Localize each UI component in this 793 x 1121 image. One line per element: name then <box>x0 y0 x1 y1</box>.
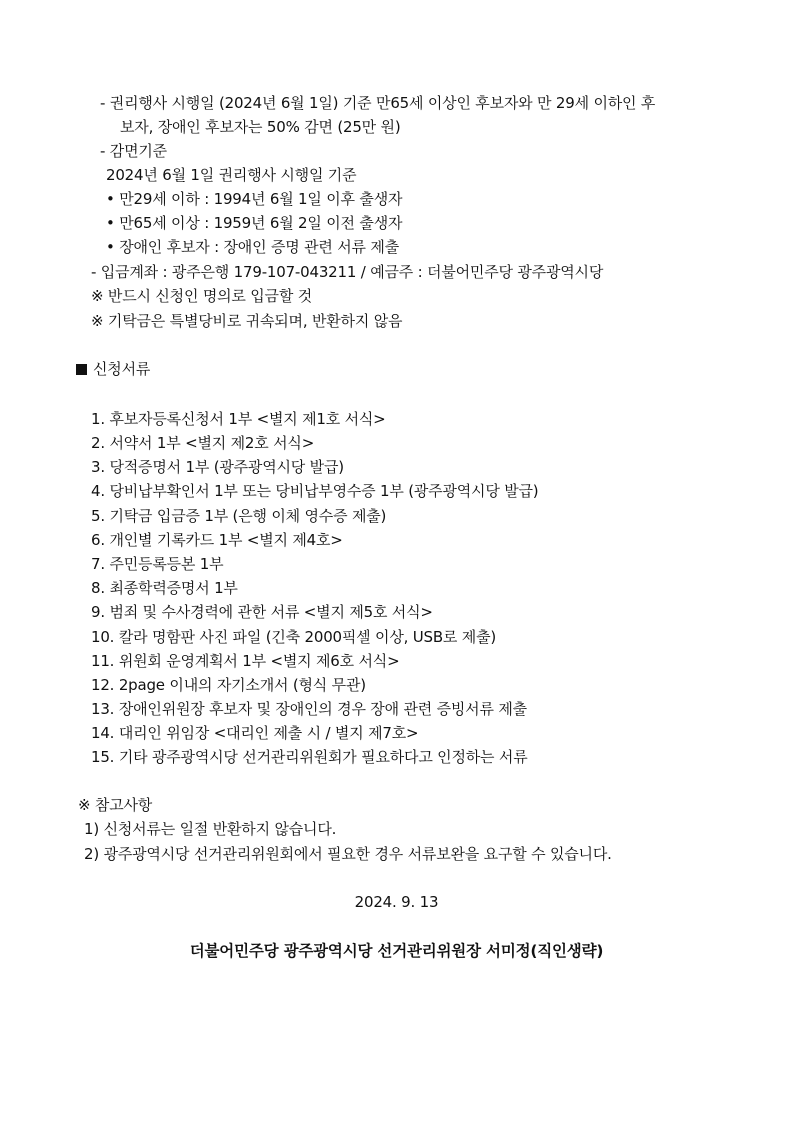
document-item: 2. 서약서 1부 <별지 제2호 서식> <box>91 434 315 452</box>
deposit-account: - 입금계좌 : 광주은행 179-107-043211 / 예금주 : 더불어민주당 광주광역시당 <box>91 263 604 281</box>
criteria-item: • 장애인 후보자 : 장애인 증명 관련 서류 제출 <box>106 238 399 256</box>
reduction-line-2: 보자, 장애인 후보자는 50% 감면 (25만 원) <box>120 118 401 136</box>
document-item: 8. 최종학력증명서 1부 <box>91 579 238 597</box>
reference-heading: ※ 참고사항 <box>78 796 153 814</box>
document-item: 13. 장애인위원장 후보자 및 장애인의 경우 장애 관련 증빙서류 제출 <box>91 700 527 718</box>
criteria-title: - 감면기준 <box>100 142 167 160</box>
document-item: 11. 위원회 운영계획서 1부 <별지 제6호 서식> <box>91 652 400 670</box>
document-item: 5. 기탁금 입금증 1부 (은행 이체 영수증 제출) <box>91 507 387 525</box>
reference-item: 1) 신청서류는 일절 반환하지 않습니다. <box>84 820 337 838</box>
signature-line: 더불어민주당 광주광역시당 선거관리위원장 서미정(직인생략) <box>189 942 604 960</box>
square-bullet-icon <box>76 364 87 375</box>
document-item: 9. 범죄 및 수사경력에 관한 서류 <별지 제5호 서식> <box>91 603 433 621</box>
note-item: ※ 기탁금은 특별당비로 귀속되며, 반환하지 않음 <box>91 312 403 330</box>
reference-item: 2) 광주광역시당 선거관리위원회에서 필요한 경우 서류보완을 요구할 수 있습니다. <box>84 845 612 863</box>
document-item: 10. 칼라 명함판 사진 파일 (긴축 2000픽셀 이상, USB로 제출) <box>91 628 497 646</box>
document-item: 12. 2page 이내의 자기소개서 (형식 무관) <box>91 676 366 694</box>
document-item: 14. 대리인 위임장 <대리인 제출 시 / 별지 제7호> <box>91 724 419 742</box>
issue-date: 2024. 9. 13 <box>354 893 439 911</box>
document-item: 15. 기타 광주광역시당 선거관리위원회가 필요하다고 인정하는 서류 <box>91 748 528 766</box>
criteria-item: • 만65세 이상 : 1959년 6월 2일 이전 출생자 <box>106 214 403 232</box>
document-item: 4. 당비납부확인서 1부 또는 당비납부영수증 1부 (광주광역시당 발급) <box>91 482 539 500</box>
documents-heading <box>76 358 150 380</box>
criteria-base: 2024년 6월 1일 권리행사 시행일 기준 <box>106 166 357 184</box>
document-item: 6. 개인별 기록카드 1부 <별지 제4호> <box>91 531 343 549</box>
documents-heading-text: 신청서류 <box>93 360 151 378</box>
reduction-line-1: - 권리행사 시행일 (2024년 6월 1일) 기준 만65세 이상인 후보자와 만 29세 이하인 후 <box>100 94 656 112</box>
note-item: ※ 반드시 신청인 명의로 입금할 것 <box>91 287 312 305</box>
document-item: 7. 주민등록등본 1부 <box>91 555 224 573</box>
document-item: 3. 당적증명서 1부 (광주광역시당 발급) <box>91 458 344 476</box>
criteria-item: • 만29세 이하 : 1994년 6월 1일 이후 출생자 <box>106 190 403 208</box>
document-item: 1. 후보자등록신청서 1부 <별지 제1호 서식> <box>91 410 386 428</box>
